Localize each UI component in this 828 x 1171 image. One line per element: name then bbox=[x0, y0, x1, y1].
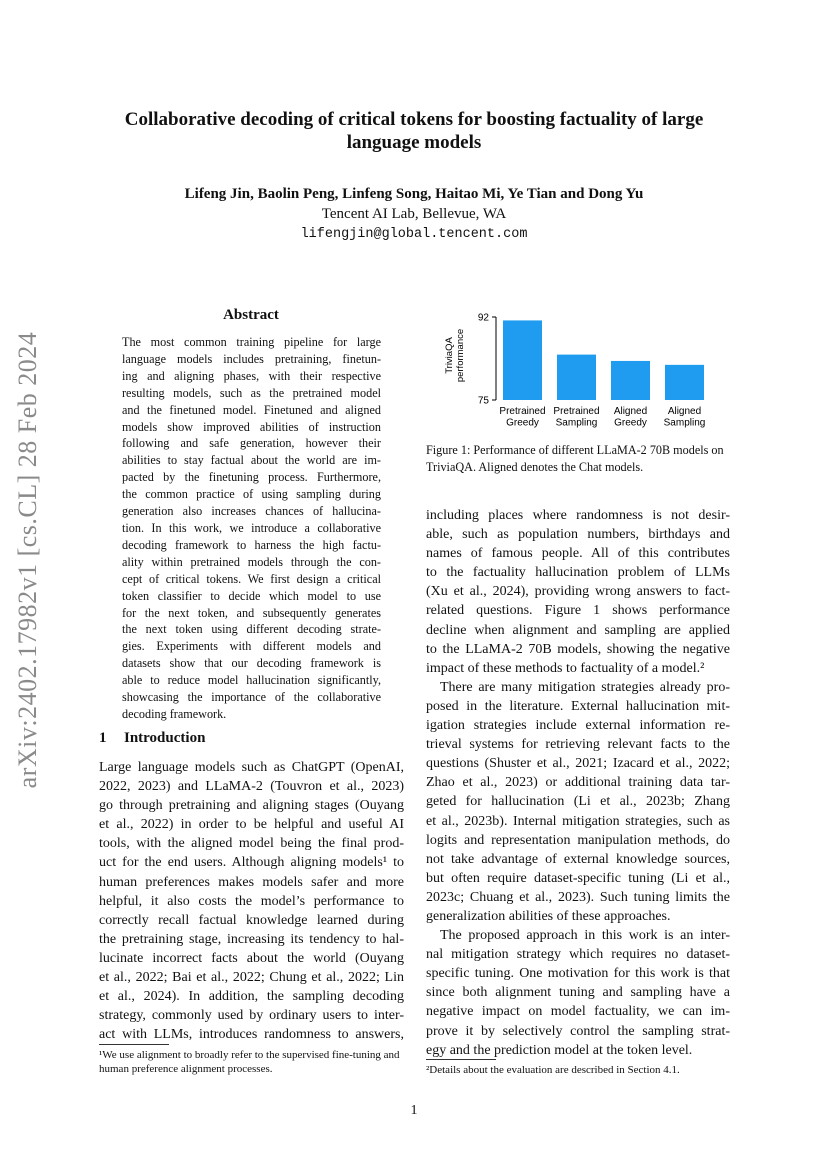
text-line: models show improved abilities of instruction bbox=[122, 419, 381, 434]
bar-1 bbox=[503, 320, 542, 400]
section-title: Introduction bbox=[124, 730, 206, 746]
section-heading-introduction bbox=[99, 730, 205, 747]
text-line: The proposed approach in this work is an inter- bbox=[440, 928, 730, 944]
text-line: logits and representation manipulation methods, do bbox=[426, 832, 730, 848]
text-line: since both alignment tuning and sampling have a bbox=[426, 985, 730, 1001]
arxiv-side-stamp: arXiv:2402.17982v1 [cs.CL] 28 Feb 2024 bbox=[13, 331, 42, 789]
text-line: following and safe generation, however their bbox=[122, 436, 381, 451]
x-tick-label: Pretrained bbox=[499, 406, 546, 417]
paper-title: Collaborative decoding of critical tokens for boosting factuality of large language models bbox=[124, 109, 704, 153]
text-line: the next token using different decoding strate- bbox=[122, 622, 381, 637]
text-line: the pretraining stage, increasing its tendency to hal- bbox=[99, 931, 404, 947]
text-line: cept of critical tokens. We first design a critical bbox=[122, 571, 381, 586]
text-line: et al., 2024). In addition, the sampling decoding bbox=[99, 989, 404, 1005]
footnote-2: ²Details about the evaluation are described in Section 4.1. bbox=[426, 1064, 680, 1076]
text-line: ing and aligning phases, with their respective bbox=[122, 368, 381, 383]
author-email[interactable]: lifengjin@global.tencent.com bbox=[300, 227, 528, 242]
text-line: strategy, commonly used by ordinary users to inter- bbox=[99, 1008, 404, 1024]
text-line: nal mitigation strategy which requires no dataset- bbox=[426, 947, 730, 963]
text-line: uct for the end users. Although aligning models¹ to bbox=[99, 855, 404, 871]
text-line: including places where randomness is not desir- bbox=[426, 508, 730, 523]
text-line: names of famous people. All of this contributes bbox=[426, 546, 730, 562]
text-line: (Xu et al., 2024), providing wrong answers to fact- bbox=[426, 584, 730, 600]
abstract-heading: Abstract bbox=[223, 307, 279, 323]
text-line: gies. Experiments with different models and bbox=[122, 639, 381, 654]
author-list: Lifeng Jin, Baolin Peng, Linfeng Song, Haitao Mi, Ye Tian and Dong Yu bbox=[184, 186, 644, 202]
text-line: impact of these methods to factuality of a model.² bbox=[426, 660, 705, 676]
affiliation: Tencent AI Lab, Bellevue, WA bbox=[321, 206, 507, 222]
y-tick-label: 92 bbox=[477, 312, 489, 324]
y-axis-label: performance bbox=[455, 328, 466, 383]
text-line: tools, with the aligned model being the final prod- bbox=[99, 836, 404, 852]
text-line: generalization abilities of these approaches. bbox=[426, 908, 671, 924]
text-line: able to reduce model hallucination significantly, bbox=[122, 673, 381, 688]
text-line: lucinate incorrect facts about the world (Ouyang bbox=[99, 950, 404, 966]
text-line: but often require dataset-specific tuning (Li et al., bbox=[426, 870, 730, 886]
x-tick-label: Sampling bbox=[555, 417, 598, 429]
text-line: tion. In this work, we introduce a collaborative bbox=[122, 520, 381, 535]
x-tick-label: Greedy bbox=[506, 417, 539, 429]
y-axis-label: TriviaQA bbox=[444, 337, 455, 374]
text-line: act with LLMs, introduces randomness to answers, bbox=[99, 1027, 404, 1043]
section-number: 1 bbox=[99, 730, 107, 746]
footnote-1: ¹We use alignment to broadly refer to the supervised fine-tuning and human preference alignment processes. bbox=[99, 1049, 400, 1075]
x-tick-label: Greedy bbox=[614, 417, 647, 429]
bar-3 bbox=[611, 361, 650, 400]
text-line: ality within pretrained models through the con- bbox=[122, 554, 381, 569]
text-line: prove it by selectively control the sampling strat- bbox=[426, 1023, 730, 1039]
text-line: correctly recall factual knowledge learned during bbox=[99, 912, 404, 928]
text-line: decline when alignment and sampling are applied bbox=[426, 622, 730, 638]
footnote-rule bbox=[99, 1044, 169, 1045]
bar-4 bbox=[665, 365, 704, 400]
text-line: negative impact on model factuality, we can im- bbox=[426, 1004, 730, 1020]
text-line: generation also increases chances of hallucina- bbox=[122, 504, 381, 519]
text-line: to the factuality hallucination problem of LLMs bbox=[426, 565, 730, 581]
introduction-body bbox=[99, 758, 404, 1044]
text-line: resulting models, such as the pretrained model bbox=[122, 385, 381, 400]
text-line: 2023c; Chuang et al., 2023). Such tuning limits the bbox=[426, 889, 730, 905]
text-line: The most common training pipeline for large bbox=[122, 335, 381, 349]
text-line: egy and the prediction model at the token level. bbox=[426, 1042, 693, 1058]
page-number: 1 bbox=[410, 1103, 418, 1118]
text-line: questions (Shuster et al., 2021; Izacard et al., 2022; bbox=[426, 756, 730, 772]
text-line: specific tuning. One motivation for this work is that bbox=[426, 966, 730, 982]
x-tick-label: Aligned bbox=[613, 406, 648, 417]
text-line: go through pretraining and aligning stages (Ouyang bbox=[99, 798, 404, 814]
figure-caption: Figure 1: Performance of different LLaMA-2 70B models on TriviaQA. Aligned denotes the Chat models. bbox=[426, 443, 724, 474]
text-line: There are many mitigation strategies already pro- bbox=[440, 679, 730, 695]
text-line: helpful, it also costs the model’s performance to bbox=[99, 893, 404, 909]
text-line: able, such as population numbers, birthdays and bbox=[426, 527, 730, 543]
text-line: Zhao et al., 2023) or additional training data tar- bbox=[426, 775, 730, 791]
text-line: pacted by the finetuning process. Furthermore, bbox=[122, 470, 381, 485]
right-column-body bbox=[426, 506, 730, 1060]
text-line: datasets show that our decoding framework is bbox=[122, 656, 381, 671]
text-line: and the finetuned model. Finetuned and aligned bbox=[122, 402, 381, 417]
abstract-body bbox=[122, 334, 381, 723]
footnote-rule bbox=[426, 1059, 496, 1060]
x-tick-label: Sampling bbox=[663, 417, 706, 429]
text-line: trieval systems for retrieving relevant facts to the bbox=[426, 737, 730, 753]
text-line: the common practice of using sampling during bbox=[122, 487, 381, 502]
text-line: 2022, 2023) and LLaMA-2 (Touvron et al., 2023) bbox=[99, 779, 404, 795]
bar-2 bbox=[557, 355, 596, 400]
text-line: language models includes pretraining, finetun- bbox=[122, 351, 381, 366]
x-tick-label: Aligned bbox=[667, 406, 702, 417]
text-line: et al., 2022; Bai et al., 2022; Chung et al., 2022; Lin bbox=[99, 970, 404, 986]
text-line: showcasing the importance of the collaborative bbox=[122, 690, 381, 705]
bar-chart bbox=[426, 300, 732, 440]
text-line: abilities to stay factual about the world are im- bbox=[122, 453, 381, 468]
text-line: igation strategies include external information re- bbox=[426, 718, 730, 734]
text-line: geted for hallucination (Li et al., 2023b; Zhang bbox=[426, 794, 730, 810]
text-line: related questions. Figure 1 shows performance bbox=[426, 603, 730, 619]
y-tick-label: 75 bbox=[477, 395, 489, 407]
text-line: et al., 2022) in order to be helpful and useful AI bbox=[99, 817, 404, 833]
text-line: for the next token, and subsequently generates bbox=[122, 605, 381, 620]
text-line: token classifier to decide which model to use bbox=[122, 588, 381, 603]
text-line: Large language models such as ChatGPT (OpenAI, bbox=[99, 760, 404, 775]
text-line: not take advantage of external knowledge sources, bbox=[426, 851, 730, 867]
text-line: human preferences makes models safer and more bbox=[99, 874, 404, 890]
text-line: decoding framework. bbox=[122, 706, 227, 721]
text-line: posed in the literature. External hallucination mit- bbox=[426, 698, 730, 714]
x-tick-label: Pretrained bbox=[553, 406, 600, 417]
text-line: to the LLaMA-2 70B models, showing the negative bbox=[426, 641, 730, 657]
text-line: decoding framework to harness the high factu- bbox=[122, 537, 381, 552]
text-line: et al., 2023b). Internal mitigation strategies, such as bbox=[426, 813, 730, 829]
